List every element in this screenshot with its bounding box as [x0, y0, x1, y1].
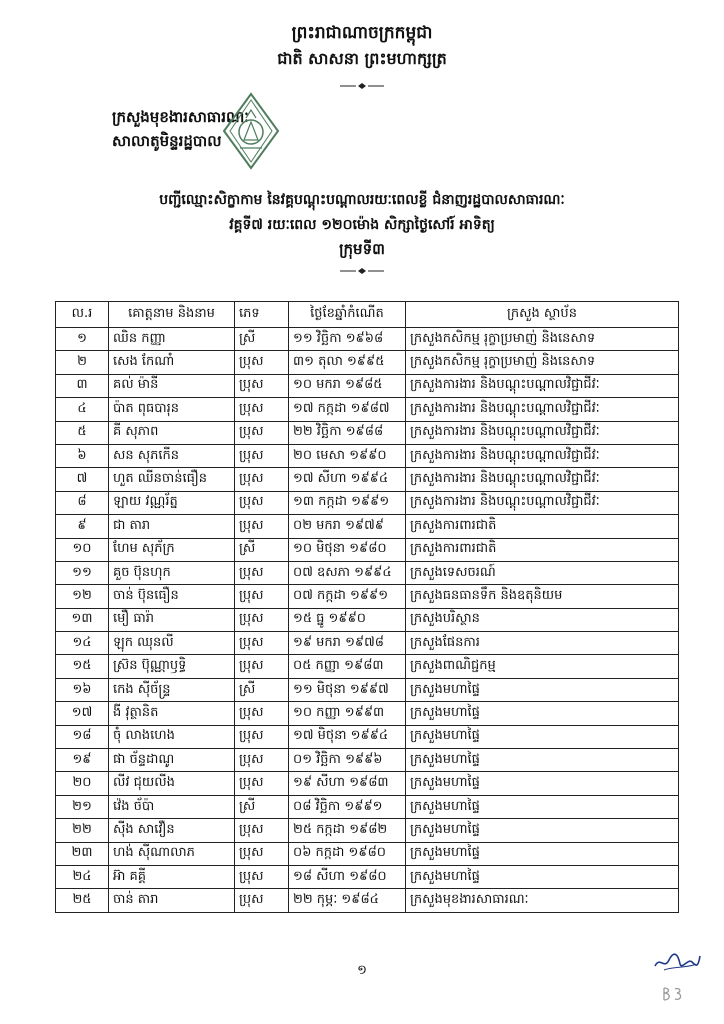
cell-dob: ១៩ សីហា ១៩៨៣ — [289, 772, 406, 795]
table-row — [56, 561, 679, 584]
table-row — [56, 351, 679, 374]
cell-name: ស្រ៊ន ប៊ុណ្ណាឫទ្ធិ — [109, 655, 235, 678]
cell-no: ៧ — [56, 468, 109, 491]
table-row — [56, 795, 679, 818]
cell-name: សេង កែណាំ — [109, 351, 235, 374]
cell-name: សន សុភកើន — [109, 444, 235, 467]
cell-sex: ប្រុស — [235, 749, 289, 772]
table-row — [56, 421, 679, 444]
table-row — [56, 374, 679, 397]
national-motto: ជាតិ សាសនា ព្រះមហាក្សត្រ — [277, 49, 447, 68]
cell-ministry: ក្រសួងការងារ និងបណ្តុះបណ្តាលវិជ្ជាជីវៈ — [406, 398, 679, 421]
cell-name: ចុំ លាងហេង — [109, 725, 235, 748]
cell-name: គល់ ម៉ានី — [109, 374, 235, 397]
cell-dob: ០៨ វិច្ឆិកា ១៩៩១ — [289, 795, 406, 818]
cell-no: ១០ — [56, 538, 109, 561]
table-row — [56, 702, 679, 725]
cell-ministry: ក្រសួងការពារជាតិ — [406, 515, 679, 538]
cell-ministry: ក្រសួងមហាផ្ទៃ — [406, 725, 679, 748]
cell-no: ១២ — [56, 585, 109, 608]
cell-no: ២ — [56, 351, 109, 374]
cell-dob: ០៧ កក្កដា ១៩៩១ — [289, 585, 406, 608]
cell-sex: ប្រុស — [235, 889, 289, 912]
cell-no: ៥ — [56, 421, 109, 444]
cell-sex: ប្រុស — [235, 819, 289, 842]
cell-sex: ប្រុស — [235, 842, 289, 865]
cell-sex: ប្រុស — [235, 374, 289, 397]
column-header-dob: ថ្ងៃខែឆ្នាំកំណើត — [289, 302, 406, 328]
cell-sex: ប្រុស — [235, 655, 289, 678]
cell-dob: ០៥ កញ្ញា ១៩៨៣ — [289, 655, 406, 678]
cell-sex: ស្រី — [235, 328, 289, 351]
course-details: វគ្គទី៧ រយៈពេល ១២០ម៉ោង សិក្សាថ្ងៃសៅរ៍ អាទិត្យ — [229, 217, 495, 233]
cell-no: ២៣ — [56, 842, 109, 865]
cell-name: គី សុភាព — [109, 421, 235, 444]
school-name: សាលាតូមិន្ទរដ្ឋបាល — [112, 132, 222, 150]
cell-dob: ១៣ កក្កដា ១៩៩១ — [289, 491, 406, 514]
cell-dob: ២២ វិច្ឆិកា ១៩៨៨ — [289, 421, 406, 444]
table-row — [56, 819, 679, 842]
cell-no: ១៩ — [56, 749, 109, 772]
cell-no: ៤ — [56, 398, 109, 421]
cell-ministry: ក្រសួងមហាផ្ទៃ — [406, 865, 679, 888]
cell-dob: ៣១ តុលា ១៩៩៥ — [289, 351, 406, 374]
cell-dob: ០៦ កក្កដា ១៩៨០ — [289, 842, 406, 865]
cell-dob: ០២ មករា ១៩៧៩ — [289, 515, 406, 538]
cell-name: ហង់ ស៊ីណាលាភ — [109, 842, 235, 865]
cell-dob: ១០ មករា ១៩៨៥ — [289, 374, 406, 397]
cell-sex: ប្រុស — [235, 725, 289, 748]
handwritten-mark — [661, 985, 687, 1003]
cell-dob: ១០ កញ្ញា ១៩៩៣ — [289, 702, 406, 725]
cell-ministry: ក្រសួងមហាផ្ទៃ — [406, 795, 679, 818]
cell-ministry: ក្រសួងផែនការ — [406, 632, 679, 655]
table-row — [56, 515, 679, 538]
cell-sex: ប្រុស — [235, 398, 289, 421]
cell-no: ៣ — [56, 374, 109, 397]
column-header-no: ល.រ — [56, 302, 109, 328]
cell-dob: ០១ វិច្ឆិកា ១៩៩៦ — [289, 749, 406, 772]
cell-no: ២១ — [56, 795, 109, 818]
ministry-name: ក្រសួងមុខងារសាធារណៈ — [112, 108, 249, 126]
cell-no: ២២ — [56, 819, 109, 842]
cell-sex: ប្រុស — [235, 865, 289, 888]
participant-table — [55, 301, 679, 913]
column-header-ministry: ក្រសួង ស្ថាប័ន — [406, 302, 679, 328]
cell-dob: ១១ វិច្ឆិកា ១៩៦៨ — [289, 328, 406, 351]
cell-sex: ស្រី — [235, 795, 289, 818]
signature-icon — [652, 950, 702, 974]
cell-dob: ១៥ ធ្នូ ១៩៩០ — [289, 608, 406, 631]
cell-no: ៨ — [56, 491, 109, 514]
cell-sex: ប្រុស — [235, 351, 289, 374]
cell-sex: ប្រុស — [235, 561, 289, 584]
cell-ministry: ក្រសួងកសិកម្ម រុក្ខាប្រមាញ់ និងនេសាទ — [406, 351, 679, 374]
cell-name: លីវ ជុយលីង — [109, 772, 235, 795]
handwritten-mark-glyph — [661, 985, 687, 1003]
cell-sex: ប្រុស — [235, 608, 289, 631]
column-header-sex: ភេទ — [235, 302, 289, 328]
cell-no: ១៥ — [56, 655, 109, 678]
cell-dob: ២៥ កក្កដា ១៩៨២ — [289, 819, 406, 842]
cell-no: ១៣ — [56, 608, 109, 631]
cell-sex: ប្រុស — [235, 421, 289, 444]
cell-no: ២៥ — [56, 889, 109, 912]
cell-ministry: ក្រសួងទេសចរណ៍ — [406, 561, 679, 584]
cell-no: ២០ — [56, 772, 109, 795]
cell-ministry: ក្រសួងមុខងារសាធារណៈ — [406, 889, 679, 912]
cell-ministry: ក្រសួងមហាផ្ទៃ — [406, 819, 679, 842]
table-header-row — [56, 302, 679, 328]
table-row — [56, 538, 679, 561]
cell-no: ២៤ — [56, 865, 109, 888]
group-label: ក្រុមទី៣ — [339, 240, 385, 258]
cell-sex: ប្រុស — [235, 468, 289, 491]
cell-ministry: ក្រសួងមហាផ្ទៃ — [406, 749, 679, 772]
table-row — [56, 398, 679, 421]
cell-name: ប៉ាត ពុធបារុន — [109, 398, 235, 421]
cell-ministry: ក្រសួងមហាផ្ទៃ — [406, 678, 679, 701]
table-row — [56, 328, 679, 351]
table-row — [56, 632, 679, 655]
cell-name: ងី វុត្ថានិត — [109, 702, 235, 725]
cell-ministry: ក្រសួងការងារ និងបណ្តុះបណ្តាលវិជ្ជាជីវៈ — [406, 491, 679, 514]
table-row — [56, 865, 679, 888]
cell-name: កេង ស៊ីច័ន្ទ្រ — [109, 678, 235, 701]
table-row — [56, 655, 679, 678]
cell-ministry: ក្រសួងការងារ និងបណ្តុះបណ្តាលវិជ្ជាជីវៈ — [406, 444, 679, 467]
cell-dob: ០៧ ឧសភា ១៩៩៤ — [289, 561, 406, 584]
cell-dob: ១៧ កក្កដា ១៩៨៧ — [289, 398, 406, 421]
cell-no: ៦ — [56, 444, 109, 467]
cell-name: ស៊ីង សាវឿន — [109, 819, 235, 842]
table-body — [56, 328, 679, 913]
table-row — [56, 491, 679, 514]
cell-name: មឿ ធារ៉ា — [109, 608, 235, 631]
cell-ministry: ក្រសួងបរិស្ថាន — [406, 608, 679, 631]
page-number: ១ — [357, 963, 367, 978]
cell-dob: ១០ មិថុនា ១៩៨០ — [289, 538, 406, 561]
cell-dob: ១១ មិថុនា ១៩៩៧ — [289, 678, 406, 701]
cell-no: ១៤ — [56, 632, 109, 655]
cell-ministry: ក្រសួងមហាផ្ទៃ — [406, 702, 679, 725]
cell-name: ចាន់ ប៊ុនធឿន — [109, 585, 235, 608]
cell-sex: ប្រុស — [235, 585, 289, 608]
cell-no: ១៨ — [56, 725, 109, 748]
table-row — [56, 772, 679, 795]
cell-ministry: ក្រសួងការពារជាតិ — [406, 538, 679, 561]
cell-no: ១៦ — [56, 678, 109, 701]
cell-ministry: ក្រសួងការងារ និងបណ្តុះបណ្តាលវិជ្ជាជីវៈ — [406, 374, 679, 397]
cell-ministry: ក្រសួងកសិកម្ម រុក្ខាប្រមាញ់ និងនេសាទ — [406, 328, 679, 351]
table-row — [56, 889, 679, 912]
cell-ministry: ក្រសួងមហាផ្ទៃ — [406, 842, 679, 865]
column-header-name: គោត្តនាម និងនាម — [109, 302, 235, 328]
school-emblem-icon — [222, 92, 280, 170]
table-row — [56, 608, 679, 631]
cell-sex: ប្រុស — [235, 444, 289, 467]
cell-dob: ២០ មេសា ១៩៩០ — [289, 444, 406, 467]
cell-dob: ១៧ សីហា ១៩៩៤ — [289, 468, 406, 491]
cell-sex: ស្រី — [235, 678, 289, 701]
cell-name: គួច ប៊ុនហុក — [109, 561, 235, 584]
table-row — [56, 678, 679, 701]
cell-ministry: ក្រសួងការងារ និងបណ្តុះបណ្តាលវិជ្ជាជីវៈ — [406, 421, 679, 444]
cell-sex: ស្រី — [235, 538, 289, 561]
cell-no: ១ — [56, 328, 109, 351]
table-row — [56, 444, 679, 467]
cell-name: អ៊ា គគ្គី — [109, 865, 235, 888]
cell-name: វ៉េង ច័ប៉ា — [109, 795, 235, 818]
table-row — [56, 585, 679, 608]
table-row — [56, 749, 679, 772]
cell-dob: ១៩ មករា ១៩៧៨ — [289, 632, 406, 655]
divider-ornament-icon — [338, 267, 386, 275]
kingdom-header: ព្រះរាជាណាចក្រកម្ពុជា — [291, 23, 433, 43]
cell-no: ១១ — [56, 561, 109, 584]
cell-name: ចាន់ តារា — [109, 889, 235, 912]
cell-name: ឈិន កញ្ញា — [109, 328, 235, 351]
cell-ministry: ក្រសួងមហាផ្ទៃ — [406, 772, 679, 795]
cell-ministry: ក្រសួងធនធានទឹក និងឧតុនិយម — [406, 585, 679, 608]
table-row — [56, 842, 679, 865]
cell-sex: ប្រុស — [235, 515, 289, 538]
cell-dob: ២២ កុម្ភៈ ១៩៨៤ — [289, 889, 406, 912]
cell-no: ១៧ — [56, 702, 109, 725]
cell-sex: ប្រុស — [235, 632, 289, 655]
cell-name: ឡាយ វណ្ណរ័ត្ន — [109, 491, 235, 514]
cell-sex: ប្រុស — [235, 491, 289, 514]
cell-ministry: ក្រសួងការងារ និងបណ្តុះបណ្តាលវិជ្ជាជីវៈ — [406, 468, 679, 491]
cell-name: ហែម សុភ័ក្រ — [109, 538, 235, 561]
document-title: បញ្ជីឈ្មោះសិក្ខាកាម នៃវគ្គបណ្តុះបណ្តាលរយៈពេលខ្លី ជំនាញរដ្ឋបាលសាធារណៈ — [159, 192, 565, 208]
divider-ornament-icon — [338, 82, 386, 90]
cell-name: ជា តារា — [109, 515, 235, 538]
cell-dob: ១៨ សីហា ១៩៨០ — [289, 865, 406, 888]
cell-dob: ១៧ មិថុនា ១៩៩៤ — [289, 725, 406, 748]
cell-name: ផា ច័ន្ទដាណូ — [109, 749, 235, 772]
cell-ministry: ក្រសួងពាណិជ្ជកម្ម — [406, 655, 679, 678]
cell-no: ៩ — [56, 515, 109, 538]
cell-name: ហួត ឈីនចាន់ធឿន — [109, 468, 235, 491]
table-row — [56, 725, 679, 748]
cell-sex: ប្រុស — [235, 772, 289, 795]
table-row — [56, 468, 679, 491]
cell-name: ឡុក ឈុនលី — [109, 632, 235, 655]
cell-sex: ប្រុស — [235, 702, 289, 725]
